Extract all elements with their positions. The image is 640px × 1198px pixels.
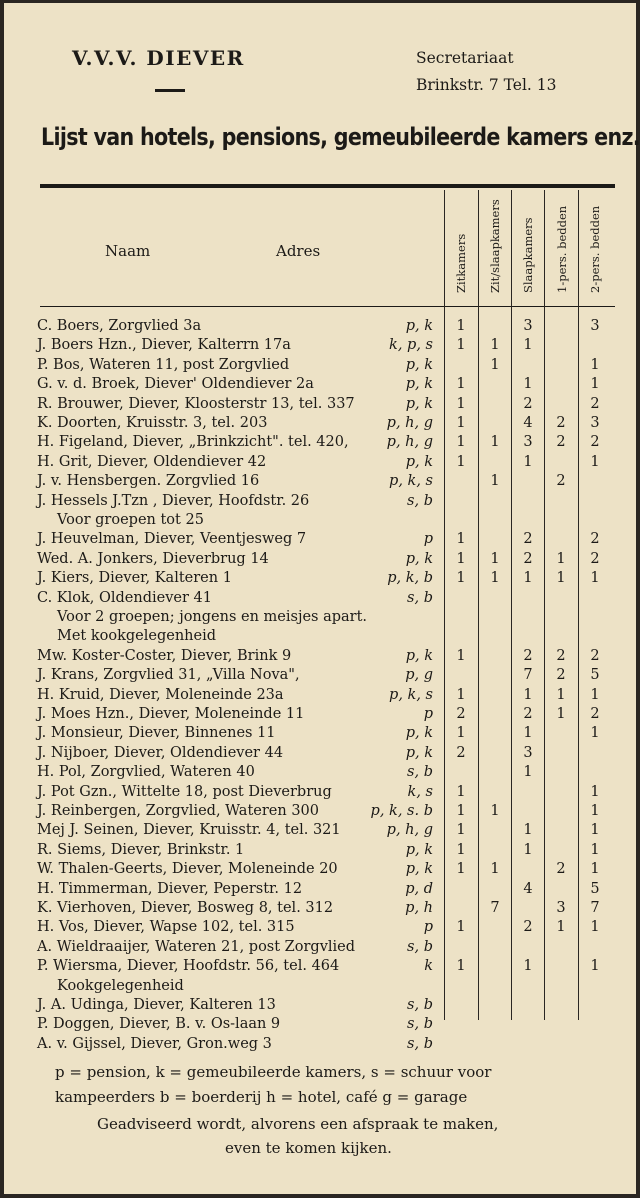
- count-cell: 1: [523, 841, 533, 858]
- column-header-zit-slaapkamers: Zit/slaapkamers: [488, 199, 502, 293]
- count-cell: 1: [456, 919, 466, 936]
- count-cell: 1: [590, 919, 600, 936]
- column-header-address: Adres: [276, 242, 321, 260]
- count-cell: 1: [523, 822, 533, 839]
- facility-codes: p, k: [405, 861, 433, 878]
- count-cell: 1: [556, 550, 566, 567]
- count-cell: 2: [523, 531, 533, 548]
- facility-codes: p, d: [405, 880, 433, 897]
- count-cell: 1: [490, 356, 500, 373]
- count-cell: 1: [456, 531, 466, 548]
- document-title: Lijst van hotels, pensions, gemeubileerde kamers enz.: [41, 123, 640, 151]
- facility-codes: p, k: [405, 453, 433, 470]
- facility-codes: p, h: [405, 900, 433, 916]
- facility-codes: p, h, g: [386, 415, 433, 431]
- facility-codes: p, k: [405, 395, 433, 412]
- count-cell: 3: [523, 434, 533, 451]
- listing-note: Voor groepen tot 25: [57, 512, 204, 528]
- secretariat-address: Brinkstr. 7 Tel. 13: [416, 76, 557, 94]
- listing-entry: J. Kiers, Diever, Kalteren 1: [37, 570, 232, 587]
- listing-entry: H. Timmerman, Diever, Peperstr. 12: [37, 880, 303, 897]
- facility-codes: k, s: [407, 783, 433, 800]
- count-cell: 2: [456, 706, 466, 722]
- count-cell: 1: [490, 861, 500, 878]
- facility-codes: s, b: [407, 492, 433, 509]
- listing-note: Met kookgelegenheid: [57, 628, 217, 645]
- count-cell: 1: [523, 337, 533, 354]
- count-cell: 1: [590, 822, 600, 839]
- listing-entry: J. Boers Hzn., Diever, Kalterrn 17a: [37, 337, 291, 354]
- count-cell: 1: [523, 958, 533, 975]
- column-divider: [578, 190, 579, 1020]
- column-divider: [511, 190, 512, 1020]
- count-cell: 4: [523, 415, 533, 431]
- column-header-slaapkamers: Slaapkamers: [521, 217, 535, 293]
- listing-entry: H. Figeland, Diever, „Brinkzicht". tel. 420,: [37, 434, 349, 451]
- listing-entry: J. A. Udinga, Diever, Kalteren 13: [37, 997, 276, 1013]
- count-cell: 1: [590, 861, 600, 878]
- count-cell: 1: [523, 686, 533, 703]
- facility-codes: s, b: [407, 1016, 433, 1033]
- facility-codes: p, k, s: [389, 686, 433, 703]
- count-cell: 2: [556, 647, 566, 664]
- count-cell: 3: [523, 318, 533, 334]
- count-cell: 2: [523, 706, 533, 722]
- count-cell: 7: [490, 900, 500, 916]
- count-cell: 1: [556, 919, 566, 936]
- count-cell: 1: [456, 434, 466, 451]
- count-cell: 1: [490, 473, 500, 490]
- count-cell: 2: [523, 647, 533, 664]
- count-cell: 1: [456, 415, 466, 431]
- listing-entry: H. Grit, Diever, Oldendiever 42: [37, 453, 267, 470]
- frame-border-bottom: [0, 1194, 640, 1198]
- count-cell: 2: [590, 706, 600, 722]
- listing-entry: J. Krans, Zorgvlied 31, „Villa Nova",: [37, 667, 300, 684]
- count-cell: 1: [556, 686, 566, 703]
- facility-codes: p, k: [405, 356, 433, 373]
- count-cell: 1: [456, 570, 466, 587]
- facility-codes: p, h, g: [386, 822, 433, 839]
- column-divider: [444, 190, 445, 1020]
- count-cell: 1: [490, 570, 500, 587]
- count-cell: 1: [456, 318, 466, 334]
- count-cell: 1: [556, 706, 566, 722]
- count-cell: 1: [523, 725, 533, 742]
- frame-border-right: [636, 0, 640, 1198]
- facility-codes: p, k: [405, 376, 433, 393]
- count-cell: 1: [590, 453, 600, 470]
- count-cell: 2: [590, 434, 600, 451]
- header-rule: [40, 184, 615, 188]
- listing-entry: H. Kruid, Diever, Moleneinde 23a: [37, 686, 284, 703]
- secretariat-label: Secretariaat: [416, 49, 514, 67]
- count-cell: 3: [523, 744, 533, 761]
- count-cell: 1: [456, 841, 466, 858]
- organization-name: V.V.V. DIEVER: [72, 46, 245, 70]
- count-cell: 2: [556, 473, 566, 490]
- column-header-name: Naam: [105, 242, 151, 260]
- facility-codes: p, k: [405, 725, 433, 742]
- listing-entry: Wed. A. Jonkers, Dieverbrug 14: [37, 550, 269, 567]
- facility-codes: p: [423, 706, 433, 722]
- count-cell: 1: [590, 841, 600, 858]
- frame-border-left: [0, 0, 4, 1198]
- listing-entry: K. Vierhoven, Diever, Bosweg 8, tel. 312: [37, 900, 334, 916]
- count-cell: 2: [523, 919, 533, 936]
- listing-entry: J. Pot Gzn., Wittelte 18, post Dieverbrug: [37, 783, 332, 800]
- facility-codes: p: [423, 919, 433, 936]
- header-dash: [155, 89, 185, 92]
- listing-entry: A. Wieldraaijer, Wateren 21, post Zorgvlied: [37, 938, 356, 955]
- count-cell: 1: [456, 861, 466, 878]
- listing-entry: J. v. Hensbergen. Zorgvlied 16: [37, 473, 260, 490]
- legend-line-2: kampeerders b = boerderij h = hotel, café g = garage: [55, 1088, 468, 1106]
- column-header-2-pers-bedden: 2-pers. bedden: [588, 205, 602, 293]
- count-cell: 7: [590, 900, 600, 916]
- facility-codes: p, h, g: [386, 434, 433, 451]
- count-cell: 2: [523, 550, 533, 567]
- count-cell: 1: [523, 453, 533, 470]
- listing-entry: Mw. Koster-Coster, Diever, Brink 9: [37, 647, 292, 664]
- count-cell: 1: [490, 434, 500, 451]
- listing-entry: P. Wiersma, Diever, Hoofdstr. 56, tel. 464: [37, 958, 340, 975]
- count-cell: 7: [523, 667, 533, 684]
- listing-entry: P. Doggen, Diever, B. v. Os-laan 9: [37, 1016, 281, 1033]
- column-divider: [478, 190, 479, 1020]
- facility-codes: s, b: [407, 1035, 433, 1052]
- count-cell: 2: [456, 744, 466, 761]
- facility-codes: s, b: [407, 589, 433, 606]
- count-cell: 1: [523, 376, 533, 393]
- facility-codes: p, k, s. b: [370, 803, 433, 819]
- count-cell: 2: [556, 434, 566, 451]
- count-cell: 1: [590, 376, 600, 393]
- listing-entry: J. Moes Hzn., Diever, Moleneinde 11: [37, 706, 305, 722]
- listing-entry: K. Doorten, Kruisstr. 3, tel. 203: [37, 415, 268, 431]
- listing-entry: J. Heuvelman, Diever, Veentjesweg 7: [37, 531, 307, 548]
- column-header-zitkamers: Zitkamers: [454, 233, 468, 293]
- count-cell: 1: [456, 453, 466, 470]
- listing-entry: P. Bos, Wateren 11, post Zorgvlied: [37, 356, 290, 373]
- count-cell: 1: [456, 822, 466, 839]
- count-cell: 1: [456, 550, 466, 567]
- facility-codes: p, k: [405, 550, 433, 567]
- count-cell: 2: [590, 531, 600, 548]
- facility-codes: p, k: [405, 841, 433, 858]
- count-cell: 3: [556, 900, 566, 916]
- count-cell: 2: [556, 415, 566, 431]
- count-cell: 1: [490, 550, 500, 567]
- listing-entry: A. v. Gijssel, Diever, Gron.weg 3: [37, 1035, 272, 1052]
- facility-codes: s, b: [407, 997, 433, 1013]
- facility-codes: p, k: [405, 744, 433, 761]
- count-cell: 1: [590, 356, 600, 373]
- count-cell: 1: [590, 725, 600, 742]
- count-cell: 1: [490, 803, 500, 819]
- facility-codes: p, k: [405, 318, 433, 334]
- listing-entry: J. Monsieur, Diever, Binnenes 11: [37, 725, 276, 742]
- header-bottom-rule: [40, 306, 615, 307]
- listing-entry: J. Hessels J.Tzn , Diever, Hoofdstr. 26: [37, 492, 310, 509]
- count-cell: 1: [590, 783, 600, 800]
- listing-entry: R. Siems, Diever, Brinkstr. 1: [37, 841, 245, 858]
- count-cell: 3: [590, 415, 600, 431]
- count-cell: 1: [490, 337, 500, 354]
- facility-codes: k: [424, 958, 433, 975]
- count-cell: 2: [590, 647, 600, 664]
- count-cell: 1: [590, 570, 600, 587]
- facility-codes: s, b: [407, 938, 433, 955]
- advice-line-2: even te komen kijken.: [225, 1139, 392, 1157]
- listing-note: Voor 2 groepen; jongens en meisjes apart.: [57, 609, 368, 625]
- count-cell: 1: [456, 803, 466, 819]
- facility-codes: p, k, b: [387, 570, 433, 587]
- count-cell: 1: [590, 803, 600, 819]
- listing-entry: G. v. d. Broek, Diever' Oldendiever 2a: [37, 376, 314, 393]
- listing-note: Kookgelegenheid: [57, 977, 184, 994]
- count-cell: 1: [523, 570, 533, 587]
- count-cell: 1: [523, 764, 533, 781]
- listing-entry: H. Vos, Diever, Wapse 102, tel. 315: [37, 919, 295, 936]
- facility-codes: p, k, s: [389, 473, 433, 490]
- count-cell: 1: [456, 395, 466, 412]
- count-cell: 2: [556, 861, 566, 878]
- count-cell: 2: [523, 395, 533, 412]
- column-header-1-pers-bedden: 1-pers. bedden: [555, 205, 569, 293]
- listing-entry: Mej J. Seinen, Diever, Kruisstr. 4, tel. 321: [37, 822, 341, 839]
- facility-codes: p, k: [405, 647, 433, 664]
- count-cell: 1: [456, 376, 466, 393]
- listing-entry: C. Klok, Oldendiever 41: [37, 589, 212, 606]
- facility-codes: k, p, s: [389, 337, 433, 354]
- count-cell: 1: [456, 783, 466, 800]
- advice-line-1: Geadviseerd wordt, alvorens een afspraak te maken,: [97, 1115, 499, 1133]
- count-cell: 1: [590, 686, 600, 703]
- count-cell: 1: [456, 686, 466, 703]
- listing-entry: H. Pol, Zorgvlied, Wateren 40: [37, 764, 255, 781]
- facility-codes: s, b: [407, 764, 433, 781]
- listing-entry: C. Boers, Zorgvlied 3a: [37, 318, 202, 334]
- listing-entry: W. Thalen-Geerts, Diever, Moleneinde 20: [37, 861, 338, 878]
- column-divider: [544, 190, 545, 1020]
- facility-codes: p: [423, 531, 433, 548]
- frame-border-top: [0, 0, 640, 3]
- count-cell: 5: [590, 880, 600, 897]
- count-cell: 2: [556, 667, 566, 684]
- count-cell: 3: [590, 318, 600, 334]
- listing-entry: J. Nijboer, Diever, Oldendiever 44: [37, 744, 284, 761]
- count-cell: 1: [556, 570, 566, 587]
- count-cell: 1: [456, 647, 466, 664]
- count-cell: 1: [456, 725, 466, 742]
- listing-entry: J. Reinbergen, Zorgvlied, Wateren 300: [37, 803, 319, 819]
- count-cell: 1: [590, 958, 600, 975]
- legend-line-1: p = pension, k = gemeubileerde kamers, s = schuur voor: [55, 1063, 492, 1081]
- count-cell: 5: [590, 667, 600, 684]
- count-cell: 1: [456, 958, 466, 975]
- facility-codes: p, g: [405, 667, 433, 684]
- count-cell: 4: [523, 880, 533, 897]
- count-cell: 2: [590, 550, 600, 567]
- listing-entry: R. Brouwer, Diever, Kloosterstr 13, tel. 337: [37, 395, 355, 412]
- count-cell: 1: [456, 337, 466, 354]
- count-cell: 2: [590, 395, 600, 412]
